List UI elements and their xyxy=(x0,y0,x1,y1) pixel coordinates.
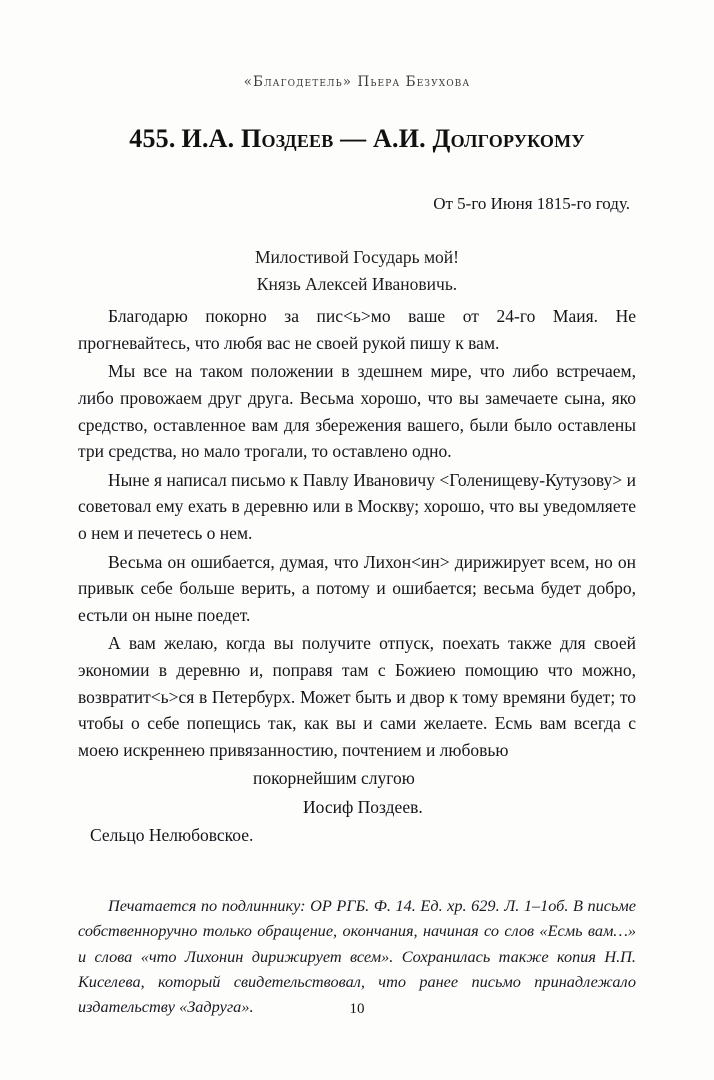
page-number: 10 xyxy=(349,1001,365,1017)
body-paragraph: А вам желаю, когда вы получите отпуск, поехать также для своей экономии в деревню и, поправя там с Божиею помощию что можно, возвратит<ь>ся в Петербурх. Может быть и двор к тому времяни будет; то чтобы о себе попещись так, как вы и сами желаете. Есмь вам всегда с моею искреннею привязанностию, почтением и любовью xyxy=(78,633,636,760)
body-paragraph: Благодарю покорно за пис<ь>мо ваше от 24-го Маия. Не прогневайтесь, что любя вас не своей рукой пишу к вам. xyxy=(78,306,636,353)
body-paragraph: Ныне я написал письмо к Павлу Ивановичу <Голенищеву-Кутузову> и советовал ему ехать в деревню или в Москву; хорошо, что вы уведомляете о нем и печетесь о нем. xyxy=(78,469,636,543)
salutation-line-1: Милостивой Государь мой! xyxy=(254,247,459,267)
running-head: «Благодетель» Пьера Безухова xyxy=(243,74,471,90)
body-paragraph: Весьма он ошибается, думая, что Лихон<ин> дирижирует всем, но он привык себе больше верить, а потому и ошибается; весьма будет добро, естьли он ныне поедет. xyxy=(78,551,636,625)
salutation-line-2: Князь Алексей Ивановичь. xyxy=(256,273,458,294)
source-note: Печатается по подлиннику: ОР РГБ. Ф. 14. Ед. хр. 629. Л. 1–1об. В письме собственноручно только обращение, окончания, начиная со слов «Есмь вам…» и слова «что Лихонин дирижирует всем». Сохранилась также копия Н.П. Киселева, который свидетельствовал, что ранее письмо принадлежало издательству «Задруга». xyxy=(78,896,636,1017)
body-paragraph: Мы все на таком положении в здешнем мире, что либо встречаем, либо провожаем друг друга. Весьма хорошо, что вы замечаете сына, яко средство, оставленное вам для збережения вашего, были было оставлены три средства, но мало трогали, то оставлено одно. xyxy=(78,361,636,462)
signature-line-1: покорнейшим слугою xyxy=(253,768,415,789)
signature-line-2: Иосиф Поздеев. xyxy=(303,796,423,817)
title-text: И.А. Поздеев — А.И. Долгорукому xyxy=(181,124,585,153)
place-line: Сельцо Нелюбовское. xyxy=(90,825,254,846)
salutation xyxy=(78,244,636,297)
title-number: 455. xyxy=(129,124,176,153)
page-title xyxy=(78,124,636,154)
dateline: От 5-го Июня 1815-го году. xyxy=(433,194,630,213)
